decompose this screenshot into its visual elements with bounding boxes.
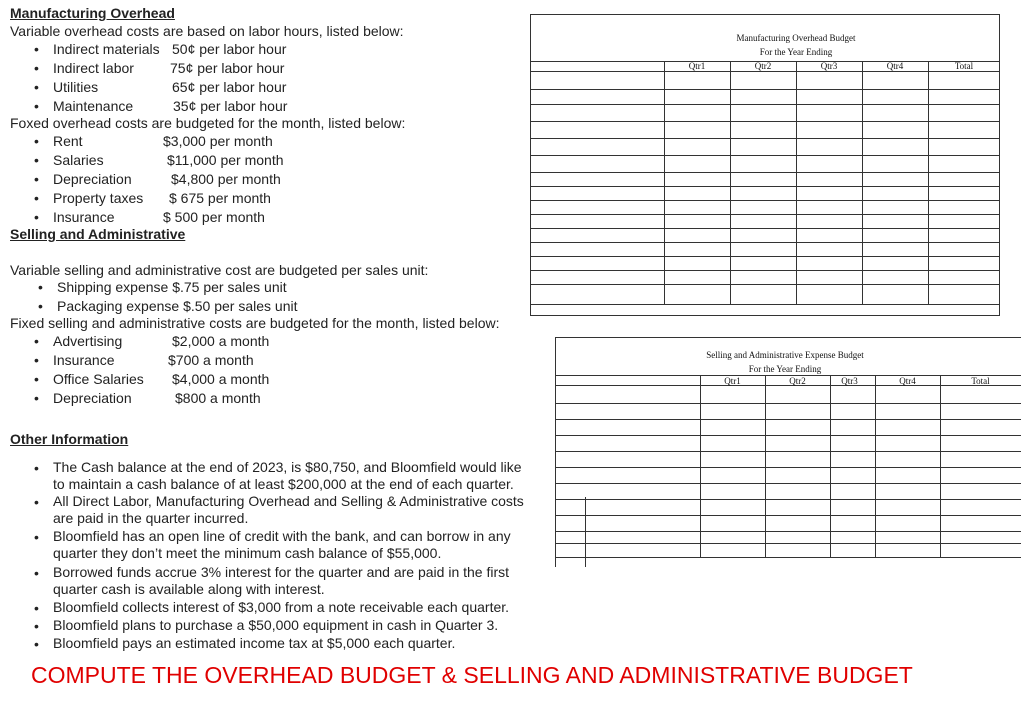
sa-variable-intro: Variable selling and administrative cost are budgeted per sales unit:: [10, 262, 429, 278]
list-item: • Maintenance: [34, 98, 134, 114]
item-text: All Direct Labor, Manufacturing Overhead and Selling & Administrative costs are paid in the quarter incurred.: [53, 493, 524, 526]
column-header: Qtr1: [688, 61, 706, 71]
item-value: 65¢ per labor hour: [172, 79, 287, 95]
item-name: Indirect materials: [53, 41, 160, 57]
item-value: 35¢ per labor hour: [173, 98, 288, 114]
item-text: Bloomfield plans to purchase a $50,000 equipment in cash in Quarter 3.: [53, 617, 499, 633]
list-item: • Depreciation: [34, 390, 132, 406]
item-value: $3,000 per month: [163, 133, 273, 149]
item-text: Packaging expense $.50 per sales unit: [57, 298, 298, 314]
mfg-variable-intro: Variable overhead costs are based on labor hours, listed below:: [10, 23, 404, 39]
list-item: • Insurance: [34, 209, 115, 225]
item-name: Advertising: [53, 333, 123, 349]
list-item: • Indirect labor: [34, 60, 134, 76]
instruction-text: COMPUTE THE OVERHEAD BUDGET & SELLING AND ADMINISTRATIVE BUDGET: [31, 662, 913, 688]
item-value: $ 675 per month: [169, 190, 271, 206]
list-item: • Rent: [34, 133, 83, 149]
item-name: Utilities: [53, 79, 99, 95]
column-header: Qtr3: [841, 376, 858, 386]
item-name: Office Salaries: [53, 371, 144, 387]
list-item: • The Cash balance at the end of 2023, is $80,750, and Bloomfield would like to maintain a cash balance of at least $200,000 at the end of each quarter.: [34, 459, 533, 493]
mfg-title: Manufacturing Overhead: [10, 5, 175, 21]
item-value: $700 a month: [168, 352, 254, 368]
item-value: $11,000 per month: [167, 152, 284, 168]
list-item: • Borrowed funds accrue 3% interest for the quarter and are paid in the first quarter cash is available along with interest.: [34, 564, 518, 598]
mfg-fixed-intro: Foxed overhead costs are budgeted for the month, listed below:: [10, 115, 406, 131]
other-title: Other Information: [10, 431, 129, 447]
overhead-budget-table: [530, 14, 1000, 316]
item-text: Bloomfield has an open line of credit with the bank, and can borrow in any quarter they don’t meet the minimum cash balance of $55,000.: [53, 528, 511, 561]
column-header: Qtr1: [724, 376, 741, 386]
item-name: Property taxes: [53, 190, 144, 206]
item-value: $ 500 per month: [163, 209, 265, 225]
list-item: • Depreciation: [34, 171, 132, 187]
list-item: • Packaging expense $.50 per sales unit: [38, 298, 298, 314]
item-value: 75¢ per labor hour: [170, 60, 285, 76]
item-name: Salaries: [53, 152, 104, 168]
item-name: Depreciation: [53, 171, 132, 187]
item-text: Bloomfield pays an estimated income tax at $5,000 each quarter.: [53, 635, 456, 651]
table-title: Selling and Administrative Expense Budget: [706, 350, 864, 360]
item-name: Insurance: [53, 209, 115, 225]
list-item: • Shipping expense $.75 per sales unit: [38, 279, 287, 295]
list-item: • Bloomfield collects interest of $3,000 from a note receivable each quarter.: [34, 599, 533, 616]
item-text: Borrowed funds accrue 3% interest for the quarter and are paid in the first quarter cash is available along with interest.: [53, 564, 510, 597]
list-item: • Utilities: [34, 79, 99, 95]
table-title: Manufacturing Overhead Budget: [736, 33, 856, 43]
item-text: Bloomfield collects interest of $3,000 from a note receivable each quarter.: [53, 599, 510, 615]
list-item: • Property taxes: [34, 190, 144, 206]
list-item: • Insurance: [34, 352, 115, 368]
list-item: • Bloomfield pays an estimated income tax at $5,000 each quarter.: [34, 635, 533, 652]
item-value: $2,000 a month: [172, 333, 270, 349]
list-item: • All Direct Labor, Manufacturing Overhead and Selling & Administrative costs are paid in the quarter incurred.: [34, 493, 533, 527]
list-item: • Indirect materials: [34, 41, 160, 57]
list-item: • Bloomfield has an open line of credit with the bank, and can borrow in any quarter they don’t meet the minimum cash balance of $55,000.: [34, 528, 518, 562]
sa-fixed-intro: Fixed selling and administrative costs are budgeted for the month, listed below:: [10, 315, 500, 331]
table-grid: [530, 14, 1000, 316]
column-header: Total: [954, 61, 974, 71]
table-subtitle: For the Year Ending: [759, 47, 833, 57]
selling-admin-budget-table: [555, 337, 1021, 567]
column-header: Qtr4: [886, 61, 904, 71]
list-item: • Advertising: [34, 333, 123, 349]
column-header: Qtr2: [789, 376, 806, 386]
item-name: Depreciation: [53, 390, 132, 406]
item-value: $4,000 a month: [172, 371, 270, 387]
item-value: $4,800 per month: [171, 171, 281, 187]
column-header: Qtr4: [899, 376, 916, 386]
item-name: Indirect labor: [53, 60, 134, 76]
list-item: • Bloomfield plans to purchase a $50,000 equipment in cash in Quarter 3.: [34, 617, 533, 634]
column-header: Qtr3: [820, 61, 838, 71]
table-subtitle: For the Year Ending: [748, 364, 822, 374]
item-name: Maintenance: [53, 98, 134, 114]
item-text: The Cash balance at the end of 2023, is $80,750, and Bloomfield would like to maintain a cash balance of at least $200,000 at the end of each quarter.: [53, 459, 522, 492]
item-name: Rent: [53, 133, 83, 149]
sa-title: Selling and Administrative: [10, 226, 186, 242]
list-item: • Office Salaries: [34, 371, 144, 387]
item-name: Insurance: [53, 352, 115, 368]
column-header: Qtr2: [754, 61, 772, 71]
column-header: Total: [971, 376, 990, 386]
item-value: $800 a month: [175, 390, 261, 406]
list-item: • Salaries: [34, 152, 104, 168]
item-value: 50¢ per labor hour: [172, 41, 287, 57]
item-text: Shipping expense $.75 per sales unit: [57, 279, 287, 295]
